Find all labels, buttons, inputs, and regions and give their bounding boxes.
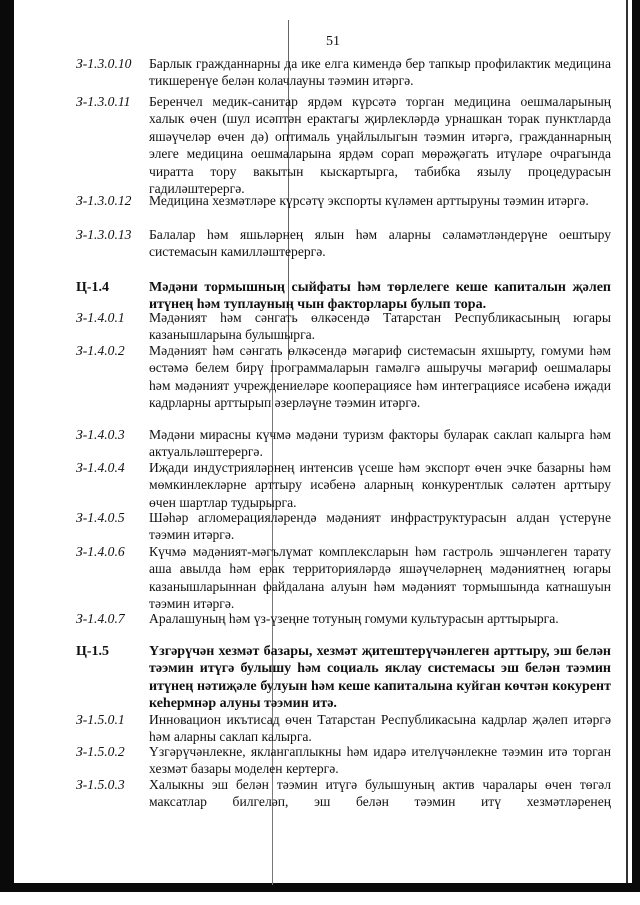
item-text: Медицина хезмәтләре күрсәтү экспорты күләмен арттыруны тәэмин итәргә.	[149, 193, 589, 208]
item-code: З-1.3.0.11	[76, 94, 131, 109]
item-text: Барлык гражданнарны да ике елга кимендә бер тапкыр профилактик медицина тикшеренүе белән колачлауны тәэмин итәргә.	[149, 56, 611, 89]
item-code: З-1.4.0.5	[76, 510, 125, 525]
item-code: З-1.5.0.3	[76, 777, 125, 792]
item-text: Беренчел медик-санитар ярдәм күрсәтә торган медицина оешмаларының халык өчен (шул исәптән ерактагы җирлекләрдә урнашкан торак пунктларда яшәүчеләр өчен дә) оптималь уңайлылыгын тәэмин итәргә, гражданнарның элеге медицина оешмаларына ярдәм сорап мөрәҗәгать итүләре очрагында чиратта тору вакытын кыскартырга, табибка язылу процедурасын гадиләштерергә.	[149, 94, 611, 197]
item-text: Халыкны эш белән тәэмин итүгә булышуның актив чаралары өчен төгәл максатлар билгеләп, эш белән тәэмин итү хезмәтләренең	[149, 777, 611, 810]
item-text: Үзгәрүчәнлекне, яклангаплыкны һәм идарә ителүчәнлекне тәэмин итә торган хезмәт базары моделен кертергә.	[149, 744, 611, 777]
item-text: Аралашуның һәм үз-үзеңне тотуның гомуми культурасын арттырырга.	[149, 611, 559, 626]
item-code: З-1.5.0.2	[76, 744, 125, 759]
item-text: Балалар һәм яшьләрнең ялын һәм аларны сәламәтләндерүне оештыру системасын камилләштерергә.	[149, 227, 611, 260]
scan-border-left	[0, 0, 14, 892]
item-text: Инновацион икътисад өчен Татарстан Республикасына кадрлар җәлеп итәргә һәм аларны саклап калырга.	[149, 712, 611, 745]
item-code: З-1.3.0.10	[76, 56, 132, 71]
section-code: Ц-1.4	[76, 280, 110, 295]
scan-border-right-inner	[626, 0, 628, 890]
item-text: Шәһәр агломерацияләрендә мәдәният инфраструктурасын алдан үстерүне тәэмин итәргә.	[149, 510, 611, 543]
item-code: З-1.4.0.4	[76, 460, 125, 475]
item-text: Күчмә мәдәният-мәгълүмат комплексларын һәм гастроль эшчәнлеген тарату аша авылда һәм ерак территорияләрдә яшәүчеләрнең мәдәниятнең югары казанышларыннан файдалана алуын һәм мәдәният тормышында катнашуын тәэмин итәргә.	[149, 544, 611, 612]
item-code: З-1.4.0.3	[76, 427, 125, 442]
section-text: Үзгәрүчән хезмәт базары, хезмәт җитештерүчәнлеген арттыру, эш белән тәэмин итүгә булышу һәм социаль яклау системасы эш белән тәэмин итүнең нәтиҗәле булуын һәм кеше капиталына куйган көчтән кокурент кеһермнәр алуны тәэмин итә.	[149, 644, 611, 712]
section-code: Ц-1.5	[76, 644, 110, 659]
item-code: З-1.3.0.13	[76, 227, 132, 242]
item-code: З-1.4.0.6	[76, 544, 125, 559]
item-text: Иҗади индустрияләрнең интенсив үсеше һәм экспорт өчен эчке базарны һәм мөмкинлекләрне арттыру исәбенә аларның конкурентлык сәләтен арттыру өчен шартлар тудырырга.	[149, 460, 611, 510]
scan-border-right	[632, 0, 640, 890]
section-text: Мәдәни тормышның сыйфаты һәм төрлелеге кеше капиталын җәлеп итүнең һәм туплауның чын факторлары булып тора.	[149, 280, 611, 313]
item-code: З-1.4.0.2	[76, 343, 125, 358]
scan-border-bottom	[0, 883, 640, 892]
item-text: Мәдәният һәм сәнгать өлкәсендә мәгариф системасын яхшырту, гомуми һәм өстәмә белем бирү программаларын гамәлгә ашыручы мәгариф оешмалары һәм мәдәният учреждениеләре кооперациясе һәм интеграциясе исәбенә иҗади кадрларны арттырып әзерләүне тәэмин итәргә.	[149, 343, 611, 411]
item-code: З-1.5.0.1	[76, 712, 125, 727]
item-code: З-1.4.0.7	[76, 611, 125, 626]
item-code: З-1.4.0.1	[76, 310, 125, 325]
item-text: Мәдәни мирасны күчмә мәдәни туризм факторы буларак саклап калырга һәм актуальләштерергә.	[149, 427, 611, 460]
item-text: Мәдәният һәм сәнгать өлкәсендә Татарстан Республикасының югары казанышларына булышырга.	[149, 310, 611, 343]
page-number: 51	[326, 34, 340, 49]
item-code: З-1.3.0.12	[76, 193, 132, 208]
